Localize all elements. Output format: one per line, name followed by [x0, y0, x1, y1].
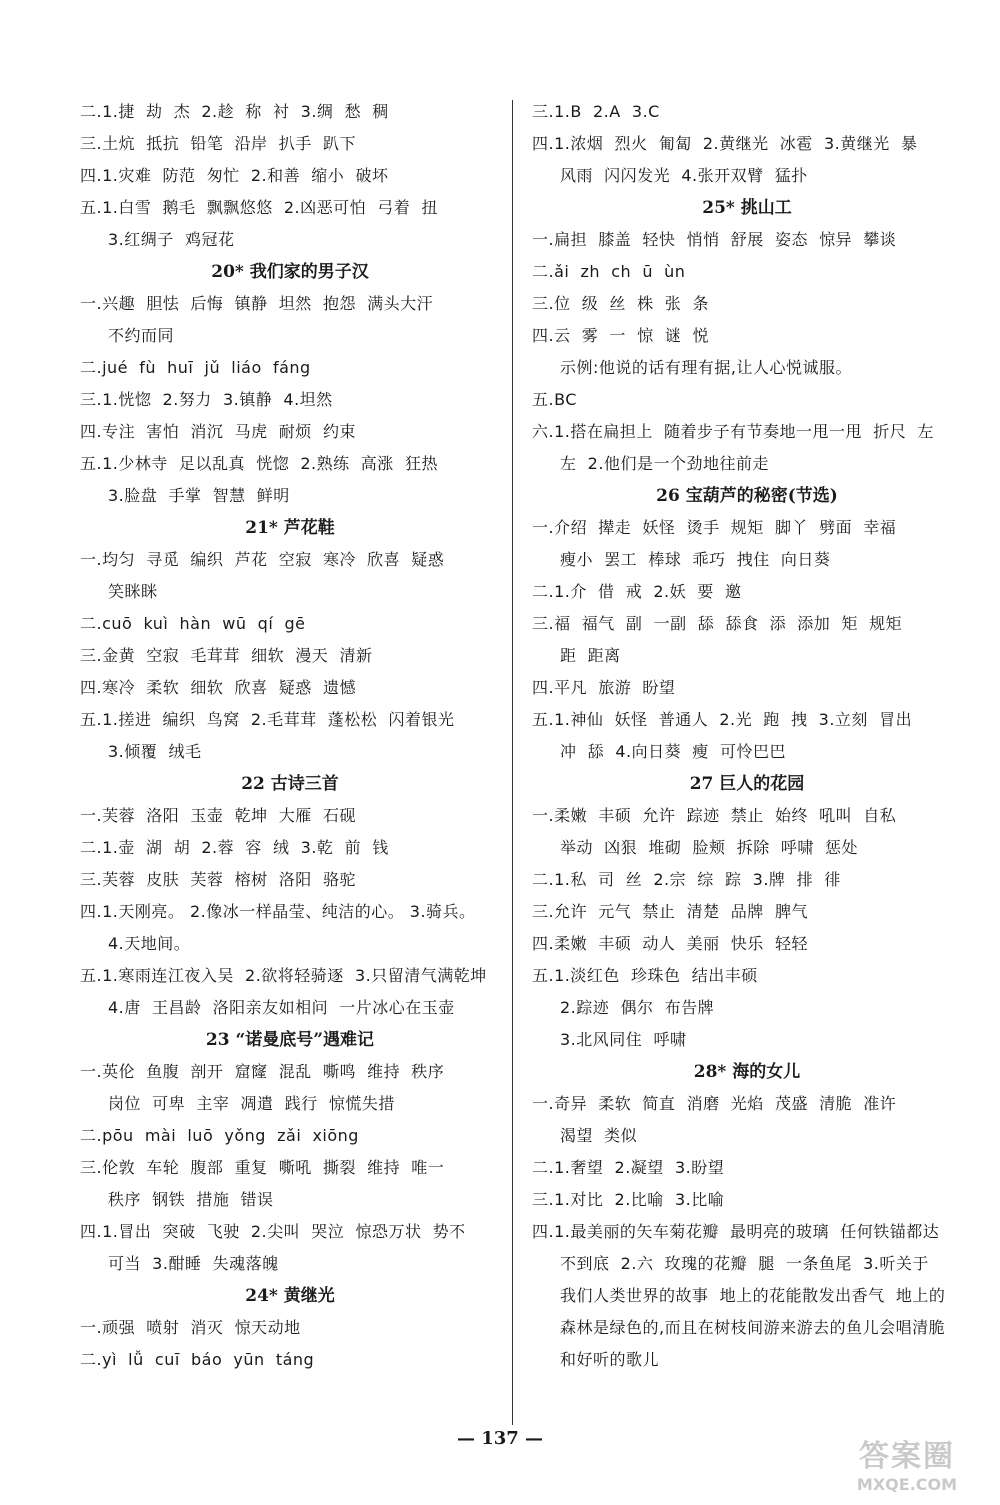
- answer-line: 三.允许 元气 禁止 清楚 品牌 脾气: [532, 902, 808, 921]
- answer-line: 一.奇异 柔软 简直 消磨 光焰 茂盛 清脆 准许: [532, 1094, 897, 1113]
- column-divider: [512, 100, 513, 1425]
- answer-line: 一.顽强 喷射 消灭 惊天动地: [80, 1318, 301, 1337]
- answer-line: 岗位 可卑 主宰 凋遣 践行 惊慌失措: [108, 1094, 395, 1113]
- section-heading: 22 古诗三首: [241, 774, 339, 794]
- answer-line: 三.伦敦 车轮 腹部 重复 嘶吼 撕裂 维持 唯一: [80, 1158, 445, 1177]
- answer-line: 举动 凶狠 堆砌 脸颊 拆除 呼啸 惩处: [560, 838, 859, 857]
- watermark-url: MXQE.COM: [856, 1475, 958, 1494]
- answer-line: 3.北风同住 呼啸: [560, 1030, 687, 1049]
- right-column: [532, 96, 962, 1376]
- answer-line: 二.1.奢望 2.凝望 3.盼望: [532, 1158, 725, 1177]
- answer-line: 五.1.淡红色 珍珠色 结出丰硕: [532, 966, 758, 985]
- section-heading: 23 “诺曼底号”遇难记: [205, 1030, 375, 1050]
- section-heading: 24* 黄继光: [245, 1286, 335, 1306]
- section-heading: 28* 海的女儿: [693, 1062, 801, 1082]
- answer-line: 2.踪迹 偶尔 布告牌: [560, 998, 715, 1017]
- answer-line: 三.芙蓉 皮肤 芙蓉 榕树 洛阳 骆驼: [80, 870, 356, 889]
- answer-line: 三.位 级 丝 株 张 条: [532, 294, 709, 313]
- answer-line: 一.英伦 鱼腹 剖开 窟窿 混乱 嘶鸣 维持 秩序: [80, 1062, 445, 1081]
- answer-line: 冲 舔 4.向日葵 瘦 可怜巴巴: [560, 742, 786, 761]
- answer-line: 一.扁担 膝盖 轻快 悄悄 舒展 姿态 惊异 攀谈: [532, 230, 897, 249]
- answer-line: 四.平凡 旅游 盼望: [532, 678, 676, 697]
- answer-line: 一.兴趣 胆怯 后悔 镇静 坦然 抱怨 满头大汗: [80, 294, 434, 313]
- answer-line: 一.柔嫩 丰硕 允许 踪迹 禁止 始终 吼叫 自私: [532, 806, 897, 825]
- answer-line: 二.1.捷 劫 杰 2.趁 称 衬 3.绸 愁 稠: [80, 102, 389, 121]
- answer-line: 笑眯眯: [108, 582, 158, 601]
- answer-line: 五.1.白雪 鹅毛 飘飘悠悠 2.凶恶可怕 弓着 扭: [80, 198, 438, 217]
- watermark-logo: [832, 1440, 982, 1500]
- answer-line: 四.专注 害怕 消沉 马虎 耐烦 约束: [80, 422, 356, 441]
- answer-line: 三.福 福气 副 一副 舔 舔食 添 添加 矩 规矩: [532, 614, 903, 633]
- answer-line: 四.寒冷 柔软 细软 欣喜 疑惑 遗憾: [80, 678, 356, 697]
- answer-line: 二.jué fù huī jǔ liáo fáng: [80, 358, 311, 377]
- answer-line: 3.脸盘 手掌 智慧 鲜明: [108, 486, 290, 505]
- answer-line: 三.金黄 空寂 毛茸茸 细软 漫天 清新: [80, 646, 373, 665]
- answer-line: 三.1.对比 2.比喻 3.比喻: [532, 1190, 725, 1209]
- answer-line: 二.ǎi zh ch ū ùn: [532, 262, 686, 281]
- answer-line: 二.pōu mài luō yǒng zǎi xiōng: [80, 1126, 359, 1145]
- answer-line: 和好听的歌儿: [560, 1350, 660, 1369]
- answer-line: 瘦小 罢工 棒球 乖巧 拽住 向日葵: [560, 550, 831, 569]
- answer-line: 五.BC: [532, 390, 577, 409]
- section-heading: 20* 我们家的男子汉: [211, 262, 369, 282]
- answer-line: 二.1.壶 湖 胡 2.蓉 容 绒 3.乾 前 钱: [80, 838, 389, 857]
- answer-line: 距 距离: [560, 646, 621, 665]
- section-heading: 21* 芦花鞋: [245, 518, 335, 538]
- answer-line: 三.1.恍惚 2.努力 3.镇静 4.坦然: [80, 390, 333, 409]
- answer-line: 五.1.搓进 编织 鸟窝 2.毛茸茸 蓬松松 闪着银光: [80, 710, 455, 729]
- answer-line: 3.倾覆 绒毛: [108, 742, 202, 761]
- section-heading: 27 巨人的花园: [689, 774, 805, 794]
- answer-line: 五.1.寒雨连江夜入吴 2.欲将轻骑逐 3.只留清气满乾坤: [80, 966, 487, 985]
- answer-line: 五.1.神仙 妖怪 普通人 2.光 跑 拽 3.立刻 冒出: [532, 710, 913, 729]
- answer-line: 秩序 钢铁 措施 错误: [108, 1190, 274, 1209]
- answer-line: 一.芙蓉 洛阳 玉壶 乾坤 大雁 石砚: [80, 806, 356, 825]
- left-column: [80, 96, 500, 1376]
- answer-line: 3.红绸子 鸡冠花: [108, 230, 235, 249]
- answer-line: 二.yì lǚ cuī báo yūn táng: [80, 1350, 315, 1369]
- answer-line: 二.1.介 借 戒 2.妖 要 邀: [532, 582, 742, 601]
- answer-line: 示例:他说的话有理有据,让人心悦诚服。: [560, 358, 852, 377]
- answer-line: 四.1.浓烟 烈火 匍匐 2.黄继光 冰雹 3.黄继光 暴: [532, 134, 918, 153]
- watermark-logo-text: 答案圈: [859, 1439, 955, 1474]
- answer-line: 四.云 雾 一 惊 谜 悦: [532, 326, 709, 345]
- answer-line: 4.天地间。: [108, 934, 191, 953]
- answer-line: 渴望 类似: [560, 1126, 638, 1145]
- answer-line: 三.土炕 抵抗 铅笔 沿岸 扒手 趴下: [80, 134, 356, 153]
- answer-line: 六.1.搭在扁担上 随着步子有节奏地一甩一甩 折尺 左: [532, 422, 934, 441]
- answer-line: 四.柔嫩 丰硕 动人 美丽 快乐 轻轻: [532, 934, 808, 953]
- answer-line: 不到底 2.六 玫瑰的花瓣 腿 一条鱼尾 3.听关于: [560, 1254, 929, 1273]
- answer-line: 可当 3.酣睡 失魂落魄: [108, 1254, 279, 1273]
- answer-line: 森林是绿色的,而且在树枝间游来游去的鱼儿会唱清脆: [560, 1318, 946, 1337]
- answer-line: 四.1.灾难 防范 匆忙 2.和善 缩小 破坏: [80, 166, 389, 185]
- answer-line: 四.1.冒出 突破 飞驶 2.尖叫 哭泣 惊恐万状 势不: [80, 1222, 466, 1241]
- answer-line: 一.均匀 寻觅 编织 芦花 空寂 寒冷 欣喜 疑惑: [80, 550, 445, 569]
- section-heading: 25* 挑山工: [702, 198, 792, 218]
- answer-line: 二.1.私 司 丝 2.宗 综 踪 3.牌 排 徘: [532, 870, 841, 889]
- answer-line: 三.1.B 2.A 3.C: [532, 102, 660, 121]
- answer-line: 左 2.他们是一个劲地往前走: [560, 454, 769, 473]
- answer-line: 不约而同: [108, 326, 175, 345]
- answer-line: 五.1.少林寺 足以乱真 恍惚 2.熟练 高涨 狂热: [80, 454, 438, 473]
- answer-line: 风雨 闪闪发光 4.张开双臂 猛扑: [560, 166, 808, 185]
- answer-line: 一.介绍 撵走 妖怪 烫手 规矩 脚丫 劈面 幸福: [532, 518, 897, 537]
- answer-line: 四.1.最美丽的矢车菊花瓣 最明亮的玻璃 任何铁锚都达: [532, 1222, 940, 1241]
- answer-line: 4.唐 王昌龄 洛阳亲友如相问 一片冰心在玉壶: [108, 998, 455, 1017]
- answer-line: 二.cuō kuì hàn wū qí gē: [80, 614, 306, 633]
- section-heading: 26 宝葫芦的秘密(节选): [656, 486, 838, 506]
- answer-line: 四.1.天刚亮。 2.像冰一样晶莹、纯洁的心。 3.骑兵。: [80, 902, 476, 921]
- page-number: — 137 —: [456, 1428, 544, 1449]
- answer-line: 我们人类世界的故事 地上的花能散发出香气 地上的: [560, 1286, 946, 1305]
